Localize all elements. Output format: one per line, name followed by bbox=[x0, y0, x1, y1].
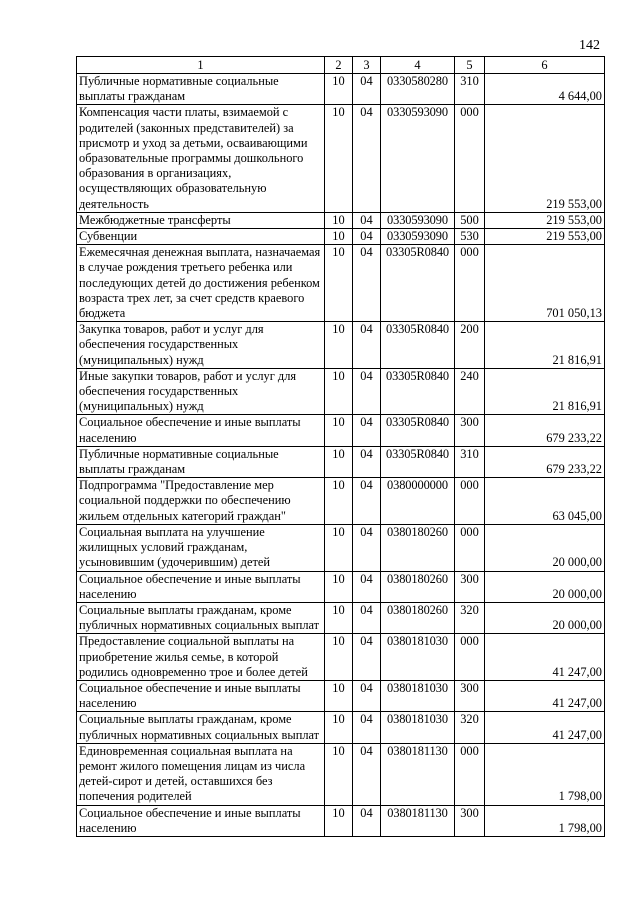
row-expense-type-cell: 500 bbox=[455, 212, 485, 228]
row-expense-type-cell: 000 bbox=[455, 634, 485, 681]
table-row bbox=[77, 524, 605, 571]
row-article-cell: 0380181130 bbox=[381, 805, 455, 836]
header-col-sum: 6 bbox=[485, 57, 605, 74]
page-number: 142 bbox=[579, 38, 600, 53]
row-name-cell: Социальное обеспечение и иные выплаты населению bbox=[77, 415, 325, 446]
row-expense-type-cell: 310 bbox=[455, 74, 485, 105]
header-col-name: 1 bbox=[77, 57, 325, 74]
header-col-article: 4 bbox=[381, 57, 455, 74]
row-section-cell: 10 bbox=[325, 712, 353, 743]
table-row bbox=[77, 229, 605, 245]
row-section-cell: 10 bbox=[325, 571, 353, 602]
row-expense-type-cell: 000 bbox=[455, 478, 485, 525]
row-expense-type-cell: 300 bbox=[455, 571, 485, 602]
row-subsection-cell: 04 bbox=[353, 478, 381, 525]
row-sum-cell: 701 050,13 bbox=[485, 245, 605, 322]
row-subsection-cell: 04 bbox=[353, 524, 381, 571]
table-body bbox=[77, 74, 605, 837]
row-expense-type-cell: 300 bbox=[455, 680, 485, 711]
row-section-cell: 10 bbox=[325, 743, 353, 805]
row-article-cell: 0380180260 bbox=[381, 524, 455, 571]
row-article-cell: 0380181030 bbox=[381, 634, 455, 681]
row-expense-type-cell: 000 bbox=[455, 743, 485, 805]
row-sum-cell: 21 816,91 bbox=[485, 322, 605, 369]
row-section-cell: 10 bbox=[325, 805, 353, 836]
table-row bbox=[77, 602, 605, 633]
row-name-cell: Закупка товаров, работ и услуг для обеспечения государственных (муниципальных) нужд bbox=[77, 322, 325, 369]
row-article-cell: 0380180260 bbox=[381, 602, 455, 633]
row-name-cell: Социальное обеспечение и иные выплаты населению bbox=[77, 571, 325, 602]
row-sum-cell: 20 000,00 bbox=[485, 602, 605, 633]
row-sum-cell: 4 644,00 bbox=[485, 74, 605, 105]
table-row bbox=[77, 415, 605, 446]
row-name-cell: Социальные выплаты гражданам, кроме публичных нормативных социальных выплат bbox=[77, 602, 325, 633]
row-subsection-cell: 04 bbox=[353, 368, 381, 415]
row-subsection-cell: 04 bbox=[353, 229, 381, 245]
table-row bbox=[77, 245, 605, 322]
header-col-expense-type: 5 bbox=[455, 57, 485, 74]
row-article-cell: 0330593090 bbox=[381, 229, 455, 245]
row-expense-type-cell: 530 bbox=[455, 229, 485, 245]
row-article-cell: 03305R0840 bbox=[381, 446, 455, 477]
row-article-cell: 03305R0840 bbox=[381, 322, 455, 369]
row-article-cell: 0380000000 bbox=[381, 478, 455, 525]
row-sum-cell: 63 045,00 bbox=[485, 478, 605, 525]
row-expense-type-cell: 320 bbox=[455, 712, 485, 743]
row-sum-cell: 41 247,00 bbox=[485, 680, 605, 711]
row-sum-cell: 679 233,22 bbox=[485, 446, 605, 477]
row-expense-type-cell: 300 bbox=[455, 415, 485, 446]
row-subsection-cell: 04 bbox=[353, 322, 381, 369]
row-article-cell: 03305R0840 bbox=[381, 245, 455, 322]
row-name-cell: Ежемесячная денежная выплата, назначаемая в случае рождения третьего ребенка или последующих детей до достижения ребенком возраста трех лет, за счет средств краевого бюджета bbox=[77, 245, 325, 322]
row-article-cell: 03305R0840 bbox=[381, 415, 455, 446]
row-expense-type-cell: 240 bbox=[455, 368, 485, 415]
row-section-cell: 10 bbox=[325, 322, 353, 369]
row-subsection-cell: 04 bbox=[353, 634, 381, 681]
row-name-cell: Социальное обеспечение и иные выплаты населению bbox=[77, 680, 325, 711]
row-subsection-cell: 04 bbox=[353, 602, 381, 633]
row-expense-type-cell: 310 bbox=[455, 446, 485, 477]
row-sum-cell: 21 816,91 bbox=[485, 368, 605, 415]
row-section-cell: 10 bbox=[325, 229, 353, 245]
row-sum-cell: 219 553,00 bbox=[485, 229, 605, 245]
row-sum-cell: 1 798,00 bbox=[485, 743, 605, 805]
row-section-cell: 10 bbox=[325, 446, 353, 477]
header-col-section: 2 bbox=[325, 57, 353, 74]
row-subsection-cell: 04 bbox=[353, 74, 381, 105]
row-name-cell: Публичные нормативные социальные выплаты гражданам bbox=[77, 446, 325, 477]
row-article-cell: 0380181030 bbox=[381, 712, 455, 743]
row-name-cell: Единовременная социальная выплата на ремонт жилого помещения лицам из числа детей-сирот и детей, оставшихся без попечения родителей bbox=[77, 743, 325, 805]
table-row bbox=[77, 743, 605, 805]
row-expense-type-cell: 300 bbox=[455, 805, 485, 836]
row-subsection-cell: 04 bbox=[353, 105, 381, 212]
row-subsection-cell: 04 bbox=[353, 415, 381, 446]
row-subsection-cell: 04 bbox=[353, 680, 381, 711]
table-row bbox=[77, 105, 605, 212]
table-row bbox=[77, 571, 605, 602]
table-row bbox=[77, 680, 605, 711]
table-row bbox=[77, 712, 605, 743]
row-name-cell: Субвенции bbox=[77, 229, 325, 245]
row-subsection-cell: 04 bbox=[353, 212, 381, 228]
table-row bbox=[77, 322, 605, 369]
row-article-cell: 0380180260 bbox=[381, 571, 455, 602]
row-name-cell: Предоставление социальной выплаты на приобретение жилья семье, в которой родились одновременно трое и более детей bbox=[77, 634, 325, 681]
budget-table bbox=[76, 56, 605, 837]
table-row bbox=[77, 74, 605, 105]
row-section-cell: 10 bbox=[325, 245, 353, 322]
row-section-cell: 10 bbox=[325, 368, 353, 415]
table-row bbox=[77, 368, 605, 415]
row-section-cell: 10 bbox=[325, 74, 353, 105]
row-article-cell: 03305R0840 bbox=[381, 368, 455, 415]
table-header-row bbox=[77, 57, 605, 74]
row-article-cell: 0330593090 bbox=[381, 105, 455, 212]
row-name-cell: Иные закупки товаров, работ и услуг для обеспечения государственных (муниципальных) нужд bbox=[77, 368, 325, 415]
row-section-cell: 10 bbox=[325, 478, 353, 525]
row-section-cell: 10 bbox=[325, 415, 353, 446]
row-sum-cell: 219 553,00 bbox=[485, 105, 605, 212]
row-article-cell: 0380181130 bbox=[381, 743, 455, 805]
row-section-cell: 10 bbox=[325, 680, 353, 711]
row-section-cell: 10 bbox=[325, 105, 353, 212]
row-expense-type-cell: 320 bbox=[455, 602, 485, 633]
row-section-cell: 10 bbox=[325, 524, 353, 571]
row-expense-type-cell: 000 bbox=[455, 524, 485, 571]
row-name-cell: Социальная выплата на улучшение жилищных условий гражданам, усыновившим (удочерившим) детей bbox=[77, 524, 325, 571]
row-section-cell: 10 bbox=[325, 212, 353, 228]
row-subsection-cell: 04 bbox=[353, 743, 381, 805]
row-name-cell: Подпрограмма "Предоставление мер социальной поддержки по обеспечению жильем отдельных категорий граждан" bbox=[77, 478, 325, 525]
table-row bbox=[77, 478, 605, 525]
row-subsection-cell: 04 bbox=[353, 712, 381, 743]
row-section-cell: 10 bbox=[325, 634, 353, 681]
table-row bbox=[77, 212, 605, 228]
row-name-cell: Публичные нормативные социальные выплаты гражданам bbox=[77, 74, 325, 105]
row-subsection-cell: 04 bbox=[353, 571, 381, 602]
row-article-cell: 0380181030 bbox=[381, 680, 455, 711]
header-col-subsection: 3 bbox=[353, 57, 381, 74]
row-sum-cell: 41 247,00 bbox=[485, 712, 605, 743]
table-row bbox=[77, 634, 605, 681]
row-subsection-cell: 04 bbox=[353, 245, 381, 322]
row-sum-cell: 219 553,00 bbox=[485, 212, 605, 228]
row-expense-type-cell: 000 bbox=[455, 105, 485, 212]
row-sum-cell: 679 233,22 bbox=[485, 415, 605, 446]
row-article-cell: 0330593090 bbox=[381, 212, 455, 228]
row-name-cell: Компенсация части платы, взимаемой с родителей (законных представителей) за присмотр и уход за детьми, осваивающими образовательные программы дошкольного образования в организациях, осуществляющих образовательную деятельность bbox=[77, 105, 325, 212]
row-name-cell: Социальные выплаты гражданам, кроме публичных нормативных социальных выплат bbox=[77, 712, 325, 743]
row-sum-cell: 1 798,00 bbox=[485, 805, 605, 836]
row-subsection-cell: 04 bbox=[353, 805, 381, 836]
row-sum-cell: 41 247,00 bbox=[485, 634, 605, 681]
row-sum-cell: 20 000,00 bbox=[485, 524, 605, 571]
table-row bbox=[77, 446, 605, 477]
row-expense-type-cell: 200 bbox=[455, 322, 485, 369]
row-section-cell: 10 bbox=[325, 602, 353, 633]
row-article-cell: 0330580280 bbox=[381, 74, 455, 105]
row-sum-cell: 20 000,00 bbox=[485, 571, 605, 602]
row-subsection-cell: 04 bbox=[353, 446, 381, 477]
row-name-cell: Социальное обеспечение и иные выплаты населению bbox=[77, 805, 325, 836]
row-expense-type-cell: 000 bbox=[455, 245, 485, 322]
table-row bbox=[77, 805, 605, 836]
row-name-cell: Межбюджетные трансферты bbox=[77, 212, 325, 228]
